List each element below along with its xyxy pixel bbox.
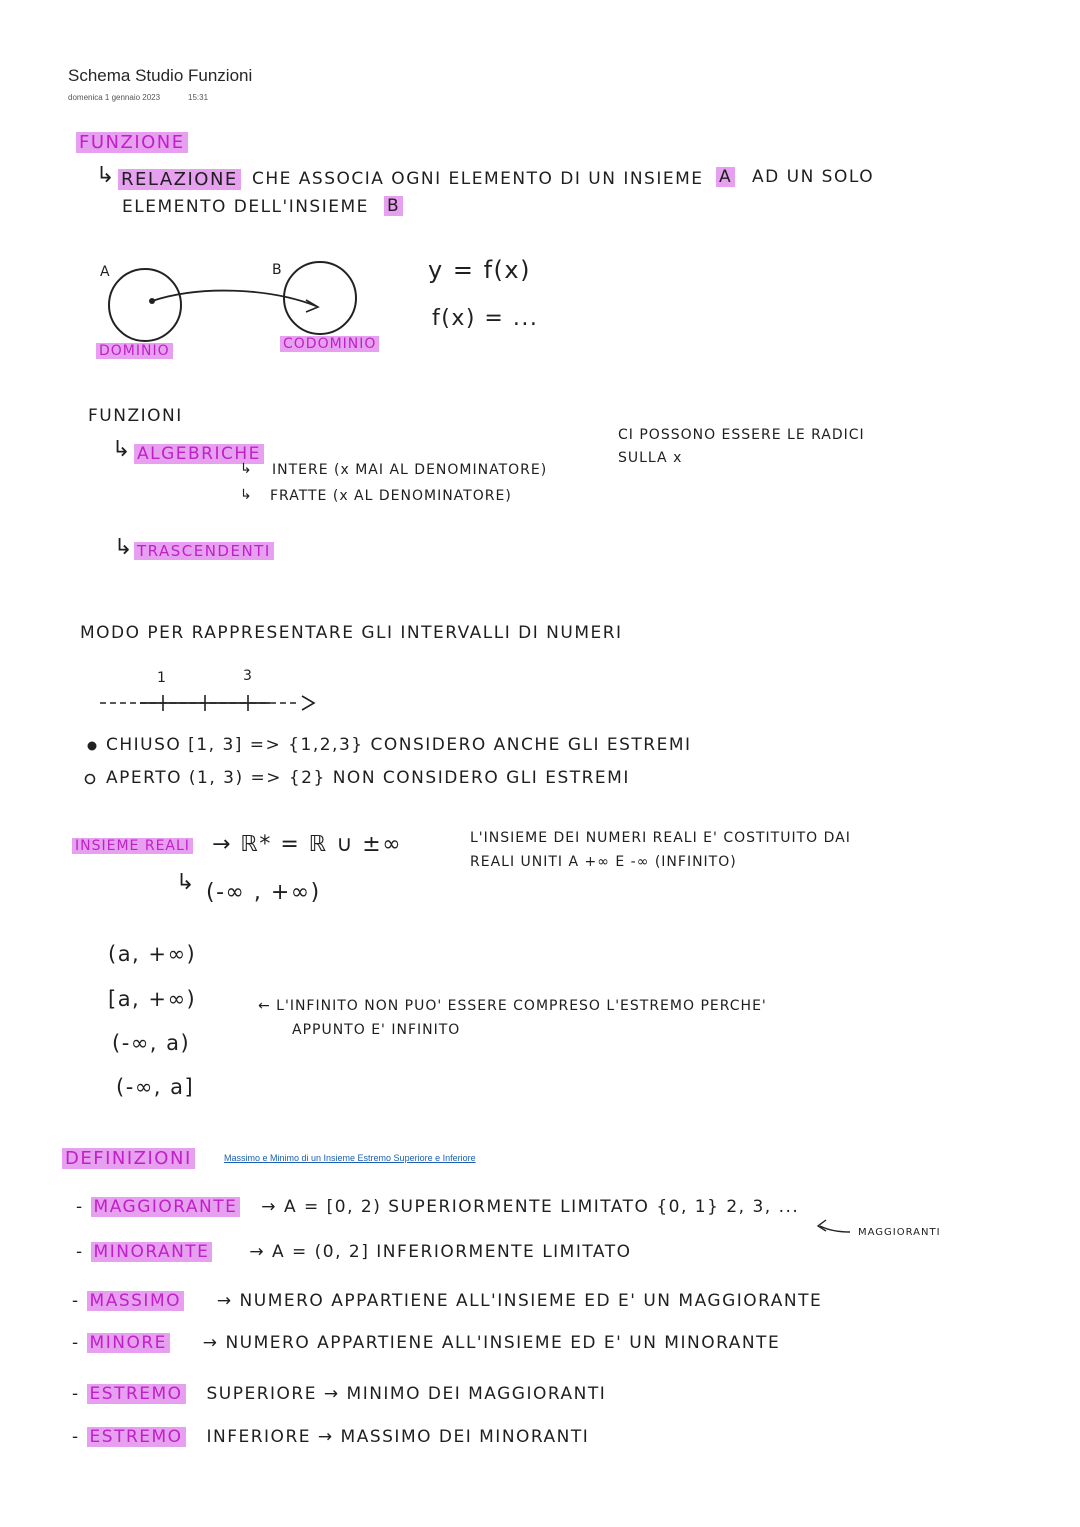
- definition-text: SUPERIORE → MINIMO DEI MAGGIORANTI: [206, 1384, 607, 1404]
- interval-form: (-∞, a): [112, 1031, 191, 1055]
- maggioranti-arrow: [820, 1226, 850, 1232]
- infinity-note-line2: APPUNTO E' INFINITO: [292, 1022, 461, 1038]
- arrow-icon: ↳: [114, 535, 134, 560]
- closed-bullet: [88, 742, 97, 751]
- arrow-icon: ↳: [96, 163, 116, 188]
- interval-form: (-∞, a]: [116, 1075, 195, 1099]
- insieme-reali-label: INSIEME REALI: [72, 838, 193, 854]
- reali-note-line2: REALI UNITI A +∞ E -∞ (INFINITO): [470, 854, 737, 870]
- definizioni-heading: DEFINIZIONI: [62, 1148, 195, 1169]
- fratte-item: FRATTE (x AL DENOMINATORE): [270, 488, 512, 504]
- definition-term: MASSIMO: [87, 1291, 184, 1311]
- radici-note-line2: SULLA x: [618, 450, 683, 466]
- reali-interval: (-∞ , +∞): [206, 880, 321, 905]
- codominio-label: CODOMINIO: [280, 336, 379, 352]
- definition-row: - MINORE → NUMERO APPARTIENE ALL'INSIEME ED E' UN MINORANTE: [72, 1333, 781, 1353]
- dominio-circle: [109, 269, 181, 341]
- set-b-label: B: [384, 196, 403, 216]
- definition-term: ESTREMO: [87, 1384, 186, 1404]
- algebriche-term: ALGEBRICHE: [134, 444, 264, 464]
- funzione-line1-end: AD UN SOLO: [752, 167, 875, 187]
- definition-row: - MINORANTE → A = (0, 2] INFERIORMENTE LIMITATO: [76, 1242, 632, 1262]
- intervalli-heading: MODO PER RAPPRESENTARE GLI INTERVALLI DI NUMERI: [80, 623, 623, 643]
- set-a-label: A: [716, 167, 735, 187]
- definition-text: → NUMERO APPARTIENE ALL'INSIEME ED E' UN MAGGIORANTE: [216, 1291, 823, 1311]
- definition-text: INFERIORE → MASSIMO DEI MINORANTI: [206, 1427, 590, 1447]
- funzione-line1: CHE ASSOCIA OGNI ELEMENTO DI UN INSIEME: [252, 169, 704, 189]
- page-title: Schema Studio Funzioni: [68, 66, 253, 85]
- mapping-arrowhead: [306, 300, 318, 312]
- funzioni-heading: FUNZIONI: [88, 406, 183, 426]
- definizioni-link[interactable]: Massimo e Minimo di un Insieme Estremo Superiore e Inferiore: [224, 1153, 476, 1163]
- interval-form: (a, +∞): [108, 942, 197, 966]
- arrow-icon: ↳: [240, 487, 253, 503]
- open-bullet: [86, 775, 95, 784]
- diagram-label-a: A: [100, 264, 111, 280]
- definition-text: → NUMERO APPARTIENE ALL'INSIEME ED E' UN MINORANTE: [202, 1333, 781, 1353]
- relazione-term: RELAZIONE: [118, 169, 241, 190]
- definition-term: MAGGIORANTE: [91, 1197, 241, 1217]
- interval-form: [a, +∞): [108, 987, 197, 1011]
- definition-text: → A = [0, 2) SUPERIORMENTE LIMITATO {0, 1} 2, 3, ...: [261, 1197, 800, 1217]
- definition-row: - ESTREMO INFERIORE → MASSIMO DEI MINORANTI: [72, 1427, 590, 1447]
- diagram-label-b: B: [272, 262, 283, 278]
- page-date: domenica 1 gennaio 2023: [68, 93, 161, 102]
- mapping-arrow: [152, 291, 316, 306]
- arrow-icon: ↳: [176, 870, 196, 895]
- formula-y-fx: y = f(x): [428, 256, 531, 284]
- arrow-icon: ↳: [112, 437, 132, 462]
- infinity-note-line1: ← L'INFINITO NON PUO' ESSERE COMPRESO L'ESTREMO PERCHE': [258, 998, 767, 1014]
- definition-row: - MASSIMO → NUMERO APPARTIENE ALL'INSIEME ED E' UN MAGGIORANTE: [72, 1291, 823, 1311]
- chiuso-row: CHIUSO [1, 3] => {1,2,3} CONSIDERO ANCHE GLI ESTREMI: [106, 735, 692, 755]
- tick-label-3: 3: [243, 668, 253, 684]
- reali-note-line1: L'INSIEME DEI NUMERI REALI E' COSTITUITO DAI: [470, 830, 851, 846]
- aperto-row: APERTO (1, 3) => {2} NON CONSIDERO GLI ESTREMI: [106, 768, 630, 788]
- tick-label-1: 1: [157, 670, 167, 686]
- funzione-line2: ELEMENTO DELL'INSIEME: [122, 197, 369, 217]
- radici-note-line1: CI POSSONO ESSERE LE RADICI: [618, 427, 865, 443]
- intere-item: INTERE (x MAI AL DENOMINATORE): [272, 462, 548, 478]
- number-line-arrow: [302, 696, 314, 710]
- formula-fx: f(x) = ...: [432, 306, 539, 331]
- page-time: 15:31: [188, 93, 209, 102]
- definition-term: MINORANTE: [91, 1242, 213, 1262]
- arrow-icon: ↳: [240, 461, 253, 477]
- codominio-circle: [284, 262, 356, 334]
- reali-formula: → ℝ* = ℝ ∪ ±∞: [212, 832, 403, 857]
- definition-term: MINORE: [87, 1333, 170, 1353]
- dominio-label: DOMINIO: [96, 343, 173, 359]
- definition-row: - ESTREMO SUPERIORE → MINIMO DEI MAGGIORANTI: [72, 1384, 607, 1404]
- trascendenti-term: TRASCENDENTI: [134, 542, 274, 560]
- definition-row: - MAGGIORANTE → A = [0, 2) SUPERIORMENTE LIMITATO {0, 1} 2, 3, ...: [76, 1197, 800, 1217]
- maggioranti-note: MAGGIORANTI: [858, 1227, 941, 1238]
- definition-term: ESTREMO: [87, 1427, 186, 1447]
- definition-text: → A = (0, 2] INFERIORMENTE LIMITATO: [249, 1242, 632, 1262]
- funzione-heading: FUNZIONE: [76, 132, 188, 153]
